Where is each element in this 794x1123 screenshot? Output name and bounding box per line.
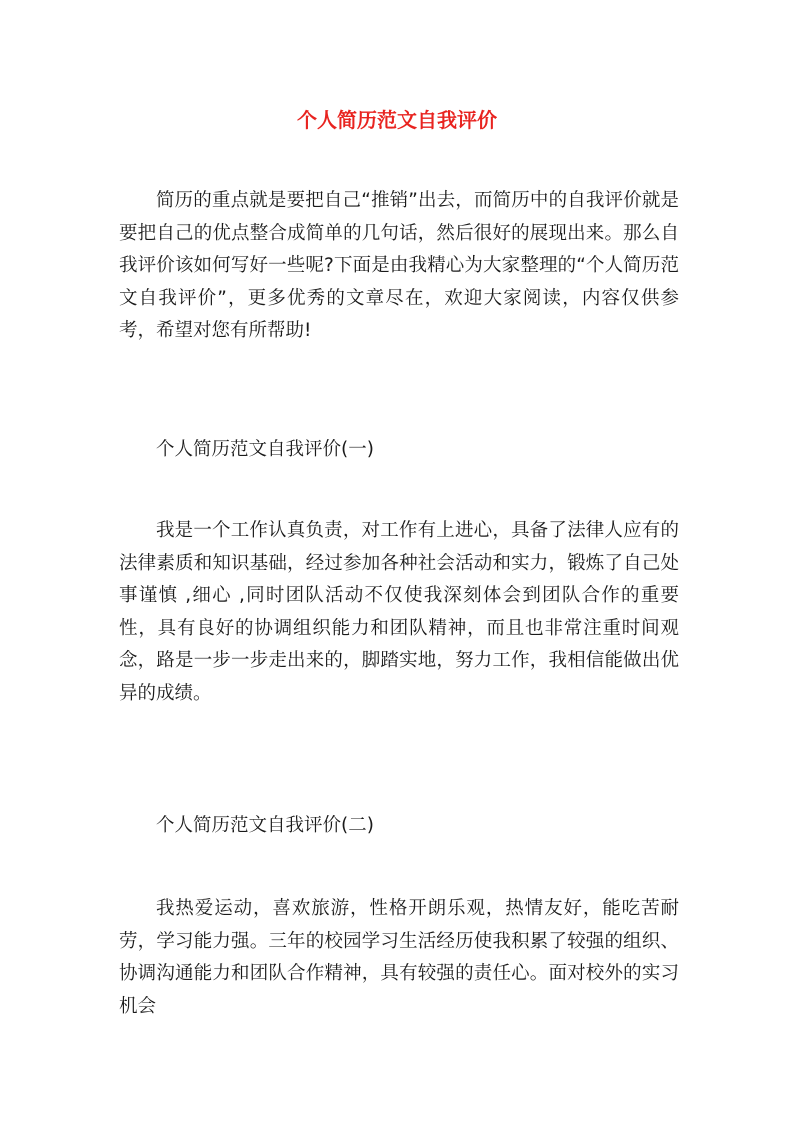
section-heading-2: 个人简历范文自我评价(二): [156, 815, 374, 836]
section-heading-1: 个人简历范文自我评价(一): [156, 439, 374, 460]
section-body-2: 我热爱运动，喜欢旅游，性格开朗乐观，热情友好，能吃苦耐劳，学习能力强。三年的校园学习生活经历使我积累了较强的组织、协调沟通能力和团队合作精神，具有较强的责任心。面对校外的实习机会: [119, 898, 679, 1017]
document-title: 个人简历范文自我评价: [297, 108, 497, 132]
intro-paragraph: 简历的重点就是要把自己“推销”出去，而简历中的自我评价就是要把自己的优点整合成简单的几句话，然后很好的展现出来。那么自我评价该如何写好一些呢?下面是由我精心为大家整理的“个人简历范文自我评价”，更多优秀的文章尽在，欢迎大家阅读，内容仅供参考，希望对您有所帮助!: [119, 190, 679, 342]
section-body-1: 我是一个工作认真负责，对工作有上进心，具备了法律人应有的法律素质和知识基础，经过参加各种社会活动和实力，锻炼了自己处事谨慎 ,细心 ,同时团队活动不仅使我深刻体会到团队合作的重要性，具有良好的协调组织能力和团队精神，而且也非常注重时间观念，路是一步一步走出来的，脚踏实地，努力工作，我相信能做出优异的成绩。: [119, 520, 679, 704]
